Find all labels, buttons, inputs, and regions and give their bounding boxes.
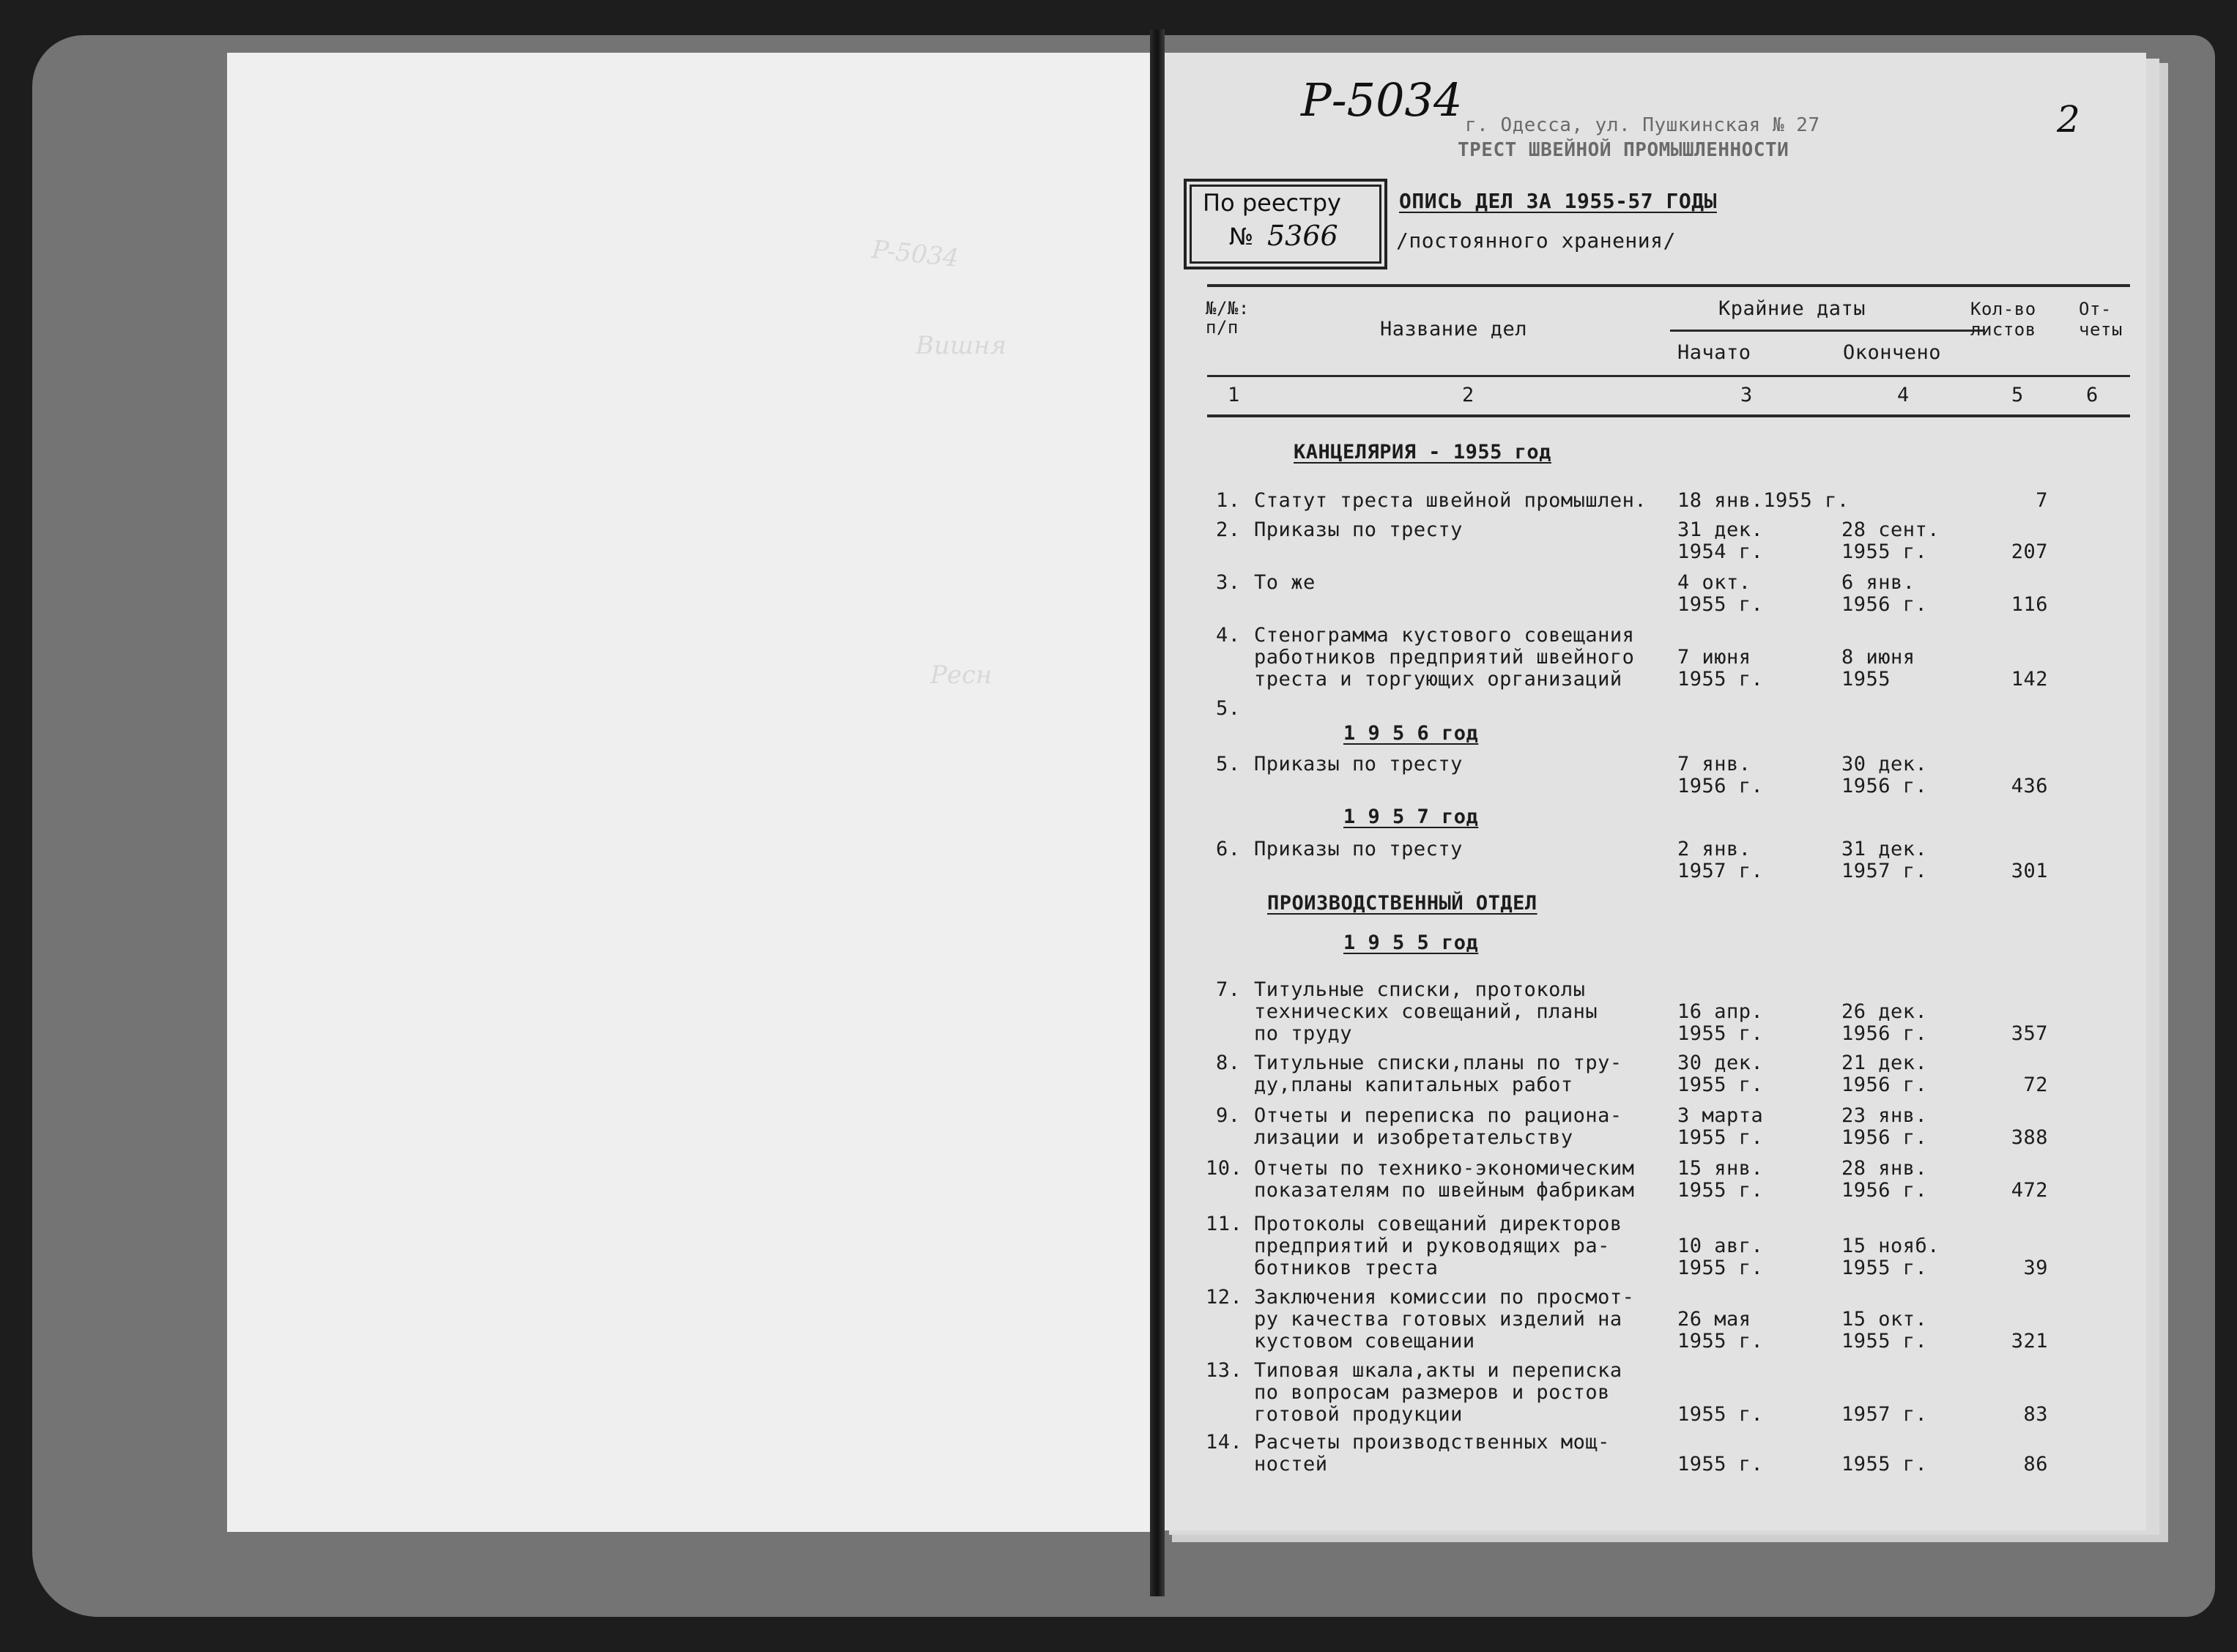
book-spine	[1150, 29, 1165, 1596]
row-title: готовой продукции	[1254, 1403, 1463, 1426]
row-number: 8.	[1216, 1052, 1241, 1074]
organization-line: ТРЕСТ ШВЕЙНОЙ ПРОМЫШЛЕННОСТИ	[1458, 139, 1789, 161]
header-num: №/№: п/п	[1206, 298, 1250, 338]
row-sheet-count: 116	[2011, 593, 2048, 616]
document-title: ОПИСЬ ДЕЛ ЗА 1955-57 ГОДЫ	[1399, 189, 1717, 213]
header-dates-rule	[1670, 330, 1985, 332]
row-title: предприятий и руководящих ра-	[1254, 1235, 1610, 1257]
row-number: 11.	[1206, 1213, 1243, 1235]
header-rule	[1207, 375, 2130, 377]
row-end-date: 23 янв.	[1841, 1104, 1928, 1127]
row-sheet-count: 436	[2011, 775, 2048, 797]
row-title: Стенограмма кустового совещания	[1254, 624, 1635, 647]
row-sheet-count: 7	[2036, 489, 2048, 512]
row-sheet-count: 86	[2023, 1453, 2048, 1476]
row-start-date: 30 дек.	[1677, 1052, 1764, 1074]
row-title: работников предприятий швейного	[1254, 646, 1635, 669]
left-faint-mark: P-5034	[870, 234, 960, 274]
row-title: Протоколы совещаний директоров	[1254, 1213, 1622, 1235]
row-title: лизации и изобретательству	[1254, 1126, 1573, 1149]
row-start-date: 4 окт.	[1677, 571, 1751, 594]
row-start-date: 1955 г.	[1677, 1257, 1764, 1279]
row-start-date: 1955 г.	[1677, 593, 1764, 616]
header-dates: Крайние даты	[1718, 297, 1866, 320]
row-number: 6.	[1216, 838, 1241, 860]
row-title: кустовом совещании	[1254, 1330, 1475, 1353]
row-end-date: 28 сент.	[1841, 518, 1940, 541]
row-number: 7.	[1216, 978, 1241, 1001]
row-number: 4.	[1216, 624, 1241, 647]
row-end-date: 1957 г.	[1841, 1403, 1928, 1426]
row-start-date: 1954 г.	[1677, 540, 1764, 563]
row-number: 5.	[1216, 697, 1241, 720]
row-title: Отчеты и переписка по рациона-	[1254, 1104, 1622, 1127]
row-end-date: 30 дек.	[1841, 753, 1928, 775]
row-sheet-count: 301	[2011, 860, 2048, 882]
column-number: 1	[1228, 384, 1240, 406]
row-number: 9.	[1216, 1104, 1241, 1127]
row-number: 12.	[1206, 1286, 1243, 1309]
fond-number: Р-5034	[1301, 73, 1463, 127]
row-title: Статут треста швейной промышлен.	[1254, 489, 1647, 512]
left-faint-mark: Вишня	[916, 331, 1006, 360]
row-title: Приказы по тресту	[1254, 518, 1463, 541]
row-start-date: 15 янв.	[1677, 1157, 1764, 1180]
row-end-date: 15 окт.	[1841, 1308, 1928, 1331]
section-heading: 1 9 5 6 год	[1343, 722, 1479, 745]
registry-stamp	[1184, 179, 1387, 269]
column-number: 4	[1897, 384, 1910, 406]
row-start-date: 10 авг.	[1677, 1235, 1764, 1257]
row-end-date: 1955 г.	[1841, 540, 1928, 563]
row-end-date: 1957 г.	[1841, 860, 1928, 882]
row-end-date: 1956 г.	[1841, 1022, 1928, 1045]
row-title: Приказы по тресту	[1254, 753, 1463, 775]
row-end-date: 6 янв.	[1841, 571, 1915, 594]
column-number: 2	[1462, 384, 1474, 406]
row-start-date: 1955 г.	[1677, 1179, 1764, 1202]
header-rule	[1207, 414, 2130, 417]
row-number: 10.	[1206, 1157, 1243, 1180]
row-title: Типовая шкала,акты и переписка	[1254, 1359, 1622, 1382]
row-start-date: 1955 г.	[1677, 1126, 1764, 1149]
row-number: 14.	[1206, 1431, 1243, 1454]
stamp-number: 5366	[1267, 220, 1338, 252]
left-faint-mark: Ресн	[930, 661, 993, 690]
row-title: по труду	[1254, 1022, 1353, 1045]
row-number: 5.	[1216, 753, 1241, 775]
page-number: 2	[2057, 98, 2080, 141]
row-start-date: 3 марта	[1677, 1104, 1764, 1127]
row-title: Заключения комиссии по просмот-	[1254, 1286, 1635, 1309]
header-end: Окончено	[1843, 341, 1942, 364]
row-end-date: 28 янв.	[1841, 1157, 1928, 1180]
row-end-date: 1955 г.	[1841, 1330, 1928, 1353]
column-number: 6	[2086, 384, 2099, 406]
row-end-date: 1955 г.	[1841, 1453, 1928, 1476]
row-end-date: 1956 г.	[1841, 593, 1928, 616]
row-start-date: 1956 г.	[1677, 775, 1764, 797]
row-end-date: 31 дек.	[1841, 838, 1928, 860]
row-start-date: 26 мая	[1677, 1308, 1751, 1331]
row-title: Приказы по тресту	[1254, 838, 1463, 860]
row-end-date: 21 дек.	[1841, 1052, 1928, 1074]
section-heading: 1 9 5 5 год	[1343, 931, 1479, 954]
row-title: показателям по швейным фабрикам	[1254, 1179, 1635, 1202]
row-title: ру качества готовых изделий на	[1254, 1308, 1622, 1331]
row-number: 3.	[1216, 571, 1241, 594]
row-title: ностей	[1254, 1453, 1328, 1476]
section-heading: ПРОИЗВОДСТВЕННЫЙ ОТДЕЛ	[1267, 892, 1537, 915]
row-title: То же	[1254, 571, 1316, 594]
column-number: 3	[1740, 384, 1753, 406]
section-heading: 1 9 5 7 год	[1343, 805, 1479, 828]
stamp-number-prefix: №	[1229, 223, 1254, 250]
row-start-date: 1955 г.	[1677, 1074, 1764, 1096]
header-notes: От- четы	[2079, 299, 2123, 340]
row-start-date: 2 янв.	[1677, 838, 1751, 860]
row-sheet-count: 83	[2023, 1403, 2048, 1426]
row-number: 13.	[1206, 1359, 1243, 1382]
row-sheet-count: 357	[2011, 1022, 2048, 1045]
section-heading: КАНЦЕЛЯРИЯ - 1955 год	[1294, 441, 1551, 464]
address-line: г. Одесса, ул. Пушкинская № 27	[1465, 114, 1820, 136]
row-title: Титульные списки, протоколы	[1254, 978, 1586, 1001]
row-start-date: 18 янв.1955 г.	[1677, 489, 1850, 512]
row-title: Отчеты по технико-экономическим	[1254, 1157, 1635, 1180]
row-title: Расчеты производственных мощ-	[1254, 1431, 1610, 1454]
row-start-date: 7 янв.	[1677, 753, 1751, 775]
row-sheet-count: 472	[2011, 1179, 2048, 1202]
row-end-date: 1955	[1841, 668, 1891, 691]
row-title: ботников треста	[1254, 1257, 1439, 1279]
header-rule	[1207, 284, 2130, 287]
stamp-label: По реестру	[1203, 189, 1341, 217]
inventory-page	[1165, 53, 2146, 1530]
row-end-date: 1956 г.	[1841, 775, 1928, 797]
row-title: ду,планы капитальных работ	[1254, 1074, 1573, 1096]
header-sheets: Кол-во листов	[1970, 299, 2036, 340]
header-name: Название дел	[1380, 318, 1528, 341]
row-sheet-count: 142	[2011, 668, 2048, 691]
row-title: технических совещаний, планы	[1254, 1000, 1598, 1023]
row-end-date: 1956 г.	[1841, 1179, 1928, 1202]
row-sheet-count: 207	[2011, 540, 2048, 563]
row-start-date: 1955 г.	[1677, 1022, 1764, 1045]
row-number: 2.	[1216, 518, 1241, 541]
row-start-date: 1955 г.	[1677, 1330, 1764, 1353]
row-sheet-count: 388	[2011, 1126, 2048, 1149]
row-start-date: 1957 г.	[1677, 860, 1764, 882]
header-start: Начато	[1677, 341, 1751, 364]
row-end-date: 26 дек.	[1841, 1000, 1928, 1023]
row-start-date: 7 июня	[1677, 646, 1751, 669]
row-end-date: 1955 г.	[1841, 1257, 1928, 1279]
row-start-date: 1955 г.	[1677, 668, 1764, 691]
row-title: по вопросам размеров и ростов	[1254, 1381, 1610, 1404]
column-number: 5	[2011, 384, 2024, 406]
row-start-date: 16 апр.	[1677, 1000, 1764, 1023]
row-end-date: 8 июня	[1841, 646, 1915, 669]
row-sheet-count: 321	[2011, 1330, 2048, 1353]
row-sheet-count: 72	[2023, 1074, 2048, 1096]
row-end-date: 15 нояб.	[1841, 1235, 1940, 1257]
row-start-date: 1955 г.	[1677, 1453, 1764, 1476]
row-title: Титульные списки,планы по тру-	[1254, 1052, 1622, 1074]
row-start-date: 1955 г.	[1677, 1403, 1764, 1426]
row-number: 1.	[1216, 489, 1241, 512]
row-title: треста и торгующих организаций	[1254, 668, 1622, 691]
row-sheet-count: 39	[2023, 1257, 2048, 1279]
document-subtitle: /постоянного хранения/	[1396, 228, 1676, 253]
row-end-date: 1956 г.	[1841, 1074, 1928, 1096]
left-page	[227, 53, 1150, 1532]
row-start-date: 31 дек.	[1677, 518, 1764, 541]
row-end-date: 1956 г.	[1841, 1126, 1928, 1149]
